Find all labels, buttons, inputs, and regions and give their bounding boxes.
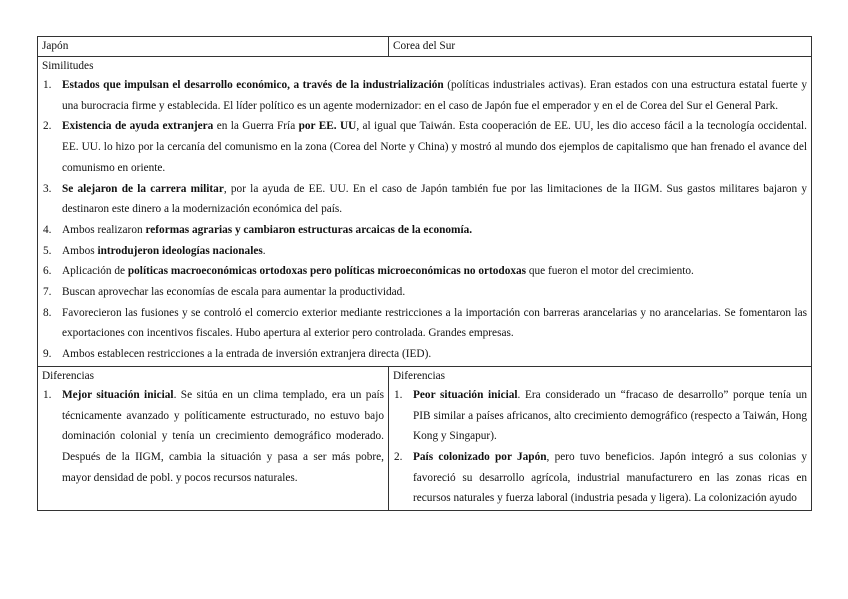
- list-item: [42, 385, 384, 489]
- list-item: [42, 261, 807, 282]
- list-item-text: . Era considerado un “fracaso de desarrollo” porque tenía un PIB similar a países africanos, alto crecimiento demográfico (respecto a Taiwán, Hong Kong y Singapur).: [413, 388, 808, 443]
- header-korea: Corea del Sur: [389, 37, 812, 57]
- diferencias-korea-list: [393, 385, 807, 509]
- list-item-number: 2.: [43, 120, 52, 133]
- diferencias-japan-list: [42, 385, 384, 489]
- list-item-text: (políticas industriales activas). Eran estados con una estructura estatal fuerte y una burocracia firme y establecida. El líder político es un agente modernizador: en el caso de Japón fue el emperador y en el de Corea del Sur el General Park.: [62, 79, 807, 112]
- diferencias-japan-title: Diferencias: [42, 369, 95, 382]
- list-item-number: 6.: [43, 265, 52, 278]
- diferencias-korea-title: Diferencias: [393, 369, 446, 382]
- list-item: [42, 116, 807, 178]
- list-item-text: . Se sitúa en un clima templado, era un país técnicamente avanzado y políticamente estructurado, no estuvo bajo dominación colonial y tenía un crecimiento demográfico moderado. Después de la IIGM, cambia la situación y pasa a ser más pobre, mayor densidad de pobl. y pocos recursos naturales.: [62, 388, 385, 484]
- similitudes-row: [38, 57, 812, 367]
- list-item: [42, 303, 807, 344]
- list-item-number: 4.: [43, 223, 52, 236]
- list-item: [42, 241, 807, 262]
- list-item: [393, 447, 807, 509]
- diferencias-korea-cell: [389, 366, 812, 510]
- list-item-bold-text: Se alejaron de la carrera militar: [62, 182, 224, 195]
- list-item-number: 2.: [394, 450, 403, 463]
- list-item-text: Buscan aprovechar las economías de escala para aumentar la productividad.: [62, 286, 406, 299]
- header-row: [38, 37, 812, 57]
- list-item-bold-text: Mejor situación inicial: [62, 388, 174, 401]
- list-item-bold-text: políticas macroeconómicas ortodoxas pero políticas microeconómicas no ortodoxas: [127, 265, 527, 278]
- list-item-bold-text: Peor situación inicial: [413, 388, 518, 401]
- list-item-number: 5.: [43, 244, 52, 257]
- list-item-number: 1.: [43, 388, 52, 401]
- diferencias-row: [38, 366, 812, 510]
- list-item-bold-text: introdujeron ideologías nacionales: [97, 244, 263, 257]
- list-item: [42, 282, 807, 303]
- list-item-text: Ambos establecen restricciones a la entrada de inversión extranjera directa (IED).: [62, 348, 432, 361]
- diferencias-japan-cell: [38, 366, 389, 510]
- similitudes-cell: [38, 57, 812, 367]
- similitudes-list: [42, 75, 807, 365]
- list-item: [42, 344, 807, 365]
- list-item-text: Aplicación de: [62, 265, 128, 278]
- list-item: [42, 220, 807, 241]
- list-item: [42, 179, 807, 220]
- list-item-number: 8.: [43, 306, 52, 319]
- list-item-text: en la Guerra Fría: [213, 120, 299, 133]
- list-item-number: 7.: [43, 286, 52, 299]
- list-item-number: 1.: [43, 79, 52, 91]
- list-item: [42, 75, 807, 116]
- list-item: [393, 385, 807, 447]
- list-item-text: , pero tuvo beneficios. Japón integró a sus colonias y favoreció su desarrollo agrícola, industrial manufacturero en las zonas ricas en recursos naturales y fuerza laboral (industria pesada y ligera). La colonización ayudo: [413, 450, 807, 505]
- list-item-text: Favorecieron las fusiones y se controló el comercio exterior mediante restricciones a la importación con barreras arancelarias y no arancelarias. Se fomentaron las exportaciones con incentivos fiscales. Hubo apertura al exterior pero controlada. Grandes empresas.: [62, 306, 807, 340]
- header-japan: Japón: [38, 37, 389, 57]
- list-item-bold-text: por EE. UU: [298, 120, 357, 133]
- list-item-text: Ambos realizaron: [62, 223, 146, 236]
- list-item-bold-text: Estados que impulsan el desarrollo económico, a través de la industrialización: [62, 79, 444, 91]
- list-item-text: que fueron el motor del crecimiento.: [526, 265, 694, 278]
- list-item-bold-text: País colonizado por Japón: [413, 450, 547, 463]
- list-item-bold-text: reformas agrarias y cambiaron estructuras arcaicas de la economía.: [145, 223, 473, 236]
- similitudes-title: Similitudes: [42, 60, 94, 72]
- list-item-text: , al igual que Taiwán. Esta cooperación de EE. UU, les dio acceso fácil a la tecnología occidental. EE. UU. lo hizo por la cercanía del comunismo en la zona (Corea del Norte y China) y mostró al mundo dos ejemplos de capitalismo que han frenado el avance del comunismo en oriente.: [62, 120, 807, 174]
- list-item-number: 1.: [394, 388, 403, 401]
- list-item-bold-text: Existencia de ayuda extranjera: [62, 120, 214, 133]
- list-item-text: .: [262, 244, 266, 257]
- comparison-table: [37, 36, 812, 511]
- list-item-number: 9.: [43, 348, 52, 361]
- list-item-text: Ambos: [62, 244, 98, 257]
- list-item-number: 3.: [43, 182, 52, 195]
- list-item-text: , por la ayuda de EE. UU. En el caso de Japón también fue por las limitaciones de la IIGM. Sus gastos militares bajaron y destinaron este dinero a la modernización económica del país.: [62, 182, 808, 216]
